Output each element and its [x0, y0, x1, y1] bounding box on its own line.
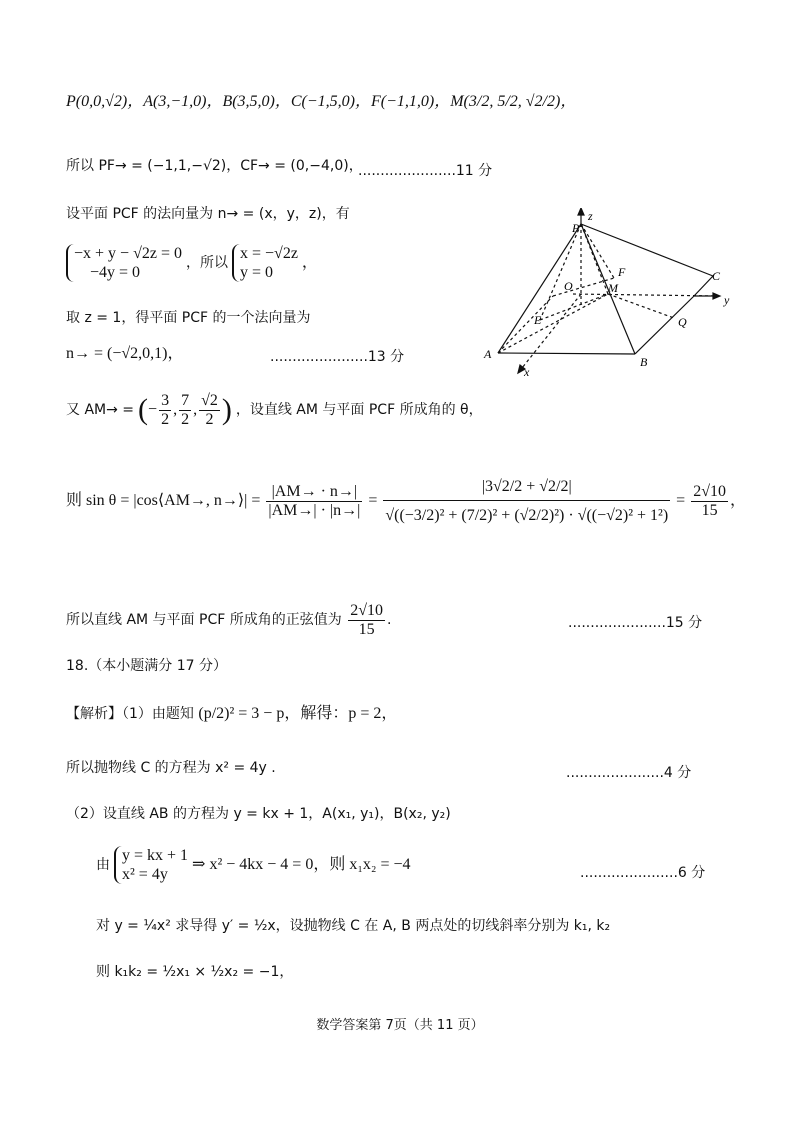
label-E: E	[534, 313, 542, 327]
am-intro: 又 AM→ =	[66, 401, 135, 418]
score-11: ......................11 分	[358, 163, 493, 179]
am-neg-sign: −	[148, 400, 158, 418]
am-frac-2: $\frac{7}{2}$	[181, 392, 190, 428]
label-M: M	[608, 281, 618, 295]
sin-big-frac: $\frac{|3√2/2 + √2/2|}{\text{√((−3/2)² + (7/2)² + (√2/2)²) · √((−√2)² + 1²)}}$	[385, 478, 669, 524]
q18-part1-conclusion: 所以抛物线 C 的方程为 x² = 4y .	[66, 760, 276, 776]
segment-MQ	[608, 294, 674, 318]
label-O: O	[564, 279, 573, 293]
segment-EM	[540, 294, 608, 320]
q18-part1	[66, 704, 397, 723]
q18-system-eq-1: y = kx + 1	[122, 847, 189, 864]
system-eq-4: y = 0	[239, 264, 274, 282]
score-6: ......................6 分	[580, 865, 706, 881]
q18-system-pre: 由	[96, 856, 110, 873]
label-y: y	[724, 293, 730, 307]
am-rest: ，设直线 AM 与平面 PCF 所成角的 θ，	[235, 401, 483, 418]
edge-AB	[498, 353, 635, 354]
sin-theta-line: 则 sin θ = |cos⟨AM→, n→⟩| = $\frac{|AM\to \cdot n\to|}{|AM\to| \cdot |n\to|}$ = $\frac{|3√2/2 + √2/2|}{\text{√((−3/2)² + (7/2)² + (√2/2)²) · √((−√2)² + 1²)}}$ = $\frac{2√10}{15}$ ，	[66, 478, 746, 524]
segment-AM	[498, 294, 608, 353]
q18-part1-equation: (p/2)² = 3 − p，解得：p = 2，	[198, 705, 398, 722]
q18-system-line	[96, 846, 411, 884]
q18-derivative-line: 对 y = ¼x² 求导得 y′ = ½x，设抛物线 C 在 A, B 两点处的切线斜率分别为 k₁, k₂	[96, 918, 611, 934]
system-eq-3: x = −√2z	[239, 245, 298, 262]
conclusion-text: 所以直线 AM 与平面 PCF 所成角的正弦值为	[66, 612, 342, 629]
q18-slopes-line: 则 k₁k₂ = ½x₁ × ½x₂ = −1，	[96, 964, 294, 980]
am-paren-close: )	[221, 393, 232, 427]
z-arrow	[578, 208, 584, 215]
system-end: ，	[301, 253, 318, 271]
question-18-title: 18.（本小题满分 17 分）	[66, 658, 227, 674]
am-paren-open: (	[138, 393, 149, 427]
label-P: P	[572, 221, 580, 235]
score-13: ......................13 分	[270, 349, 405, 365]
score-15: ......................15 分	[568, 615, 703, 631]
edge-PE	[540, 224, 581, 320]
take-z-line: 取 z = 1，得平面 PCF 的一个法向量为	[66, 310, 311, 326]
am-frac-1: $\frac{3}{2}$	[161, 392, 170, 428]
vectors-line: 所以 PF→ = (−1,1,−√2)，CF→ = (0,−4,0)，	[66, 158, 363, 174]
label-x: x	[524, 365, 530, 379]
edge-to-C	[694, 276, 713, 296]
label-C: C	[712, 269, 721, 283]
q18-system	[114, 846, 188, 884]
system-eq-2: −4y = 0	[90, 264, 141, 282]
label-B: B	[640, 355, 648, 369]
system-right	[232, 244, 298, 282]
y-arrow	[713, 293, 720, 299]
x-axis	[522, 294, 581, 368]
q18-part2-intro: （2）设直线 AB 的方程为 y = kx + 1，A(x₁, y₁)，B(x₂, y₂)	[66, 806, 451, 822]
sin-mid-frac: $\frac{|AM\to \cdot n\to|}{|AM\to| \cdot |n\to|}$	[268, 483, 361, 519]
label-A: A	[484, 347, 492, 361]
am-vector-line: 又 AM→ = (− $\frac{3}{2}$ , $\frac{7}{2}$ , $\frac{√2}{2}$ ) ，设直线 AM 与平面 PCF 所成角的 θ，	[66, 392, 483, 428]
normal-vector-result: n→ = (−√2,0,1)，	[66, 345, 184, 362]
system-eq-1: −x + y − √2z = 0	[74, 245, 182, 262]
edge-PC	[581, 224, 713, 276]
sin-lhs: 则 sin θ = |cos⟨AM→, n→⟩| =	[66, 491, 261, 509]
page-footer: 数学答案第 7页（共 11 页）	[316, 1018, 484, 1033]
coordinates-line: P(0,0,√2)，A(3,−1,0)，B(3,5,0)，C(−1,5,0)，F(−1,1,0)，M(3/2, 5/2, √2/2)，	[66, 93, 577, 110]
sin-result-frac: $\frac{2√10}{15}$	[693, 483, 726, 519]
edge-PF	[581, 224, 614, 278]
conclusion-line	[66, 602, 391, 638]
sin-end: ，	[729, 491, 746, 509]
conclusion-end: .	[386, 612, 392, 629]
am-frac-3: $\frac{√2}{2}$	[201, 392, 218, 428]
label-Q: Q	[678, 315, 687, 329]
label-z: z	[588, 209, 593, 223]
equation-system-1	[66, 244, 318, 282]
edge-AE	[498, 296, 553, 353]
q18-system-post: ⇒ x² − 4kx − 4 = 0，则 x₁x₂ = −4	[192, 855, 411, 873]
score-4: ......................4 分	[566, 765, 692, 781]
system-connector: ，所以	[185, 254, 228, 271]
pyramid-figure	[478, 208, 740, 380]
normal-vector-intro: 设平面 PCF 的法向量为 n→ = (x，y，z)，有	[66, 206, 350, 222]
conclusion-frac: $\frac{2√10}{15}$	[350, 602, 383, 638]
label-F: F	[618, 265, 626, 279]
q18-part1-pre: 【解析】（1）由题知	[66, 706, 194, 722]
system-left	[66, 244, 182, 282]
q18-system-eq-2: x² = 4y	[122, 866, 168, 884]
